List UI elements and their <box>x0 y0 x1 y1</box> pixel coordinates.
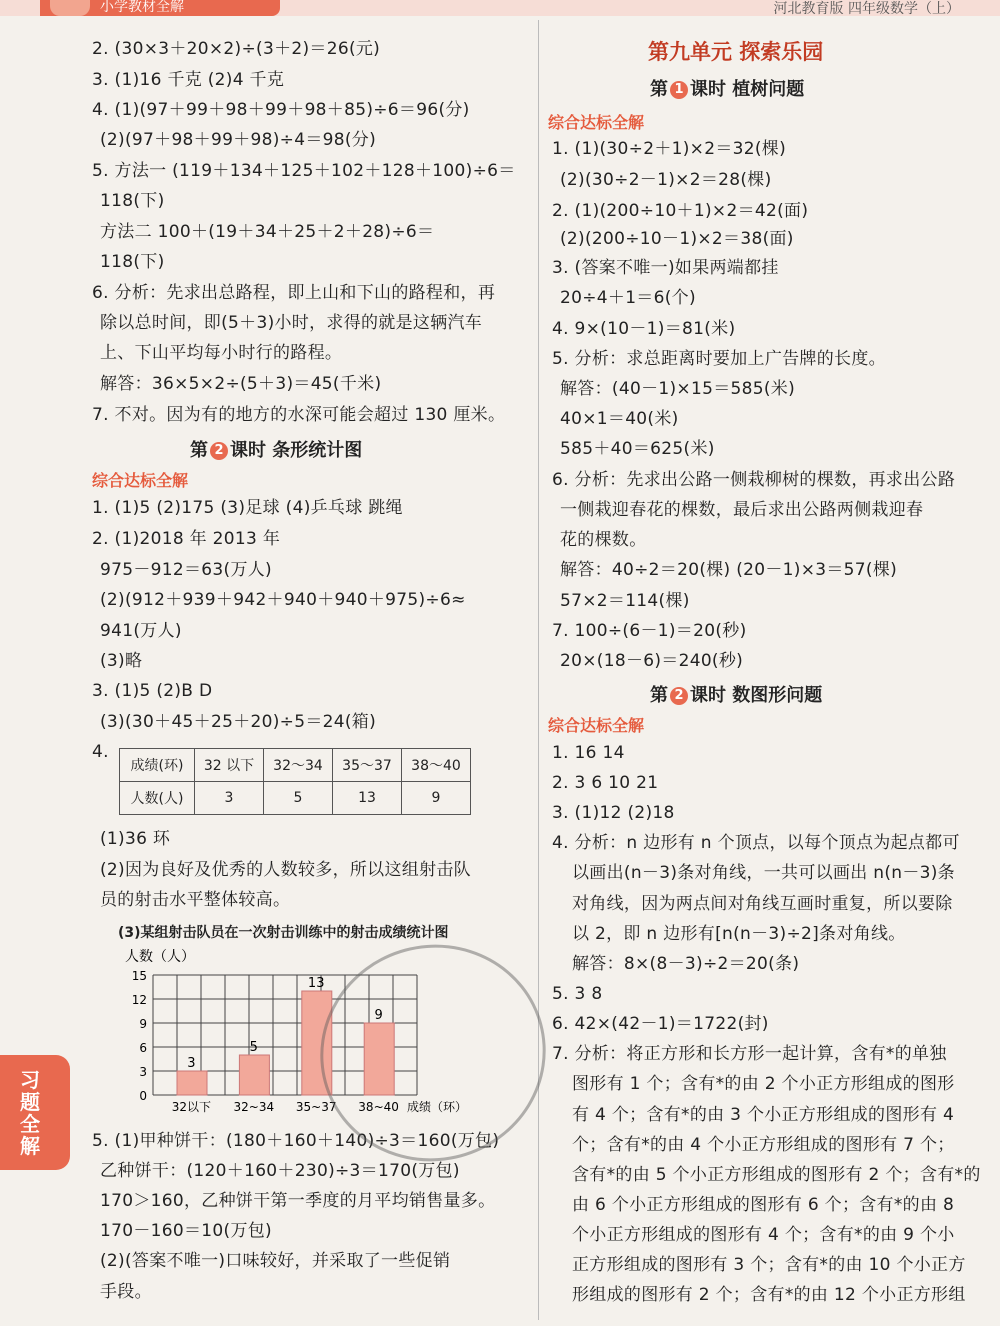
answer-line: 118(下) <box>100 252 165 272</box>
answer-line: 2. (30×3＋20×2)÷(3＋2)＝26(元) <box>92 39 381 59</box>
lesson-heading <box>190 436 362 462</box>
table-header-cell: 32 以下 <box>195 749 264 782</box>
table-cell: 3 <box>195 782 264 815</box>
answer-line: (2)(答案不唯一)口味较好，并采取了一些促销 <box>100 1251 451 1271</box>
table-row <box>120 782 471 815</box>
answer-line: 图形有 1 个；含有*的由 2 个小正方形组成的图形 <box>572 1074 955 1094</box>
answer-line: 正方形组成的图形有 3 个；含有*的由 10 个小正方 <box>572 1255 966 1275</box>
lesson-heading <box>650 681 822 707</box>
answer-line: 3. (答案不唯一)如果两端都挂 <box>552 258 779 278</box>
answer-line: 形组成的图形有 2 个；含有*的由 12 个小正方形组 <box>572 1285 966 1305</box>
lesson-title: 课时 数图形问题 <box>690 685 823 706</box>
answer-line: 3. (1)16 千克 (2)4 千克 <box>92 70 285 90</box>
answer-line: 3. (1)12 (2)18 <box>552 803 675 823</box>
bar <box>177 1071 207 1095</box>
x-axis-label: 成绩（环） <box>407 1100 468 1114</box>
answer-line: 除以总时间，即(5＋3)小时，求得的就是这辆汽车 <box>100 313 483 333</box>
answer-line: 5. 3 8 <box>552 984 603 1004</box>
answer-line: 20÷4＋1＝6(个) <box>560 288 696 308</box>
answer-line: 6. 42×(42－1)＝1722(封) <box>552 1014 769 1034</box>
mascot-icon <box>50 0 90 16</box>
section-heading: 综合达标全解 <box>548 113 645 132</box>
answer-line: 3. (1)5 (2)B D <box>92 681 213 701</box>
answer-line: (2)(97＋98＋99＋98)÷4＝98(分) <box>100 130 377 150</box>
table-cell: 13 <box>333 782 402 815</box>
data-label: 13 <box>307 976 325 991</box>
x-tick-label: 38~40 <box>358 1100 399 1114</box>
answer-line: 4. 9×(10－1)＝81(米) <box>552 319 736 339</box>
answer-line: 乙种饼干：(120＋160＋230)÷3＝170(万包) <box>100 1161 460 1181</box>
answer-line: 6. 分析：先求出公路一侧栽柳树的棵数，再求出公路 <box>552 470 956 490</box>
table-header-cell: 32～34 <box>264 749 333 782</box>
answer-line: 57×2＝114(棵) <box>560 591 690 611</box>
answer-line: 以画出(n－3)条对角线，一共可以画出 n(n－3)条 <box>572 863 955 883</box>
answer-line: 20×(18－6)＝240(秒) <box>560 651 744 671</box>
unit-title: 第九单元 探索乐园 <box>648 40 824 64</box>
lesson-title: 课时 植树问题 <box>690 79 805 100</box>
x-tick-label: 35~37 <box>295 1100 337 1114</box>
column-divider <box>538 20 539 1320</box>
lesson-prefix: 第 <box>650 79 668 100</box>
answer-line: 解答：(40－1)×15＝585(米) <box>560 379 796 399</box>
answer-line: (3)(30＋45＋25＋20)÷5＝24(箱) <box>100 712 377 732</box>
lesson-number-badge: 2 <box>670 687 688 705</box>
answer-line: 4. 分析：n 边形有 n 个顶点，以每个顶点为起点都可 <box>552 833 960 853</box>
answer-line: 方法二 100＋(19＋34＋25＋2＋28)÷6＝ <box>100 222 435 242</box>
bar <box>239 1055 269 1095</box>
answer-line: (2)因为良好及优秀的人数较多，所以这组射击队 <box>100 860 471 880</box>
x-tick-label: 32以下 <box>171 1100 212 1114</box>
brand-banner <box>40 0 280 16</box>
answer-line: (1)36 环 <box>100 829 171 849</box>
answer-line: (2)(200÷10－1)×2＝38(面) <box>560 229 794 249</box>
answer-line: 1. 16 14 <box>552 743 625 763</box>
answer-line: (2)(30÷2－1)×2＝28(棵) <box>560 170 772 190</box>
answer-line: 170＞160，乙种饼干第一季度的月平均销售量多。 <box>100 1191 496 1211</box>
lesson-number-badge: 1 <box>670 81 688 99</box>
answer-line: 花的棵数。 <box>560 530 647 550</box>
answer-line: 4. (1)(97＋99＋98＋99＋98＋85)÷6＝96(分) <box>92 100 470 120</box>
brand-title: 小学教材全解 <box>100 0 184 15</box>
answer-line: 有 4 个；含有*的由 3 个小正方形组成的图形有 4 <box>572 1105 955 1125</box>
answer-line: 个小正方形组成的图形有 4 个；含有*的由 9 个小 <box>572 1225 955 1245</box>
section-heading: 综合达标全解 <box>92 471 189 490</box>
table-cell: 人数(人) <box>120 782 195 815</box>
answer-line: 解答：36×5×2÷(5＋3)＝45(千米) <box>100 374 382 394</box>
lesson-heading <box>650 75 804 101</box>
answer-line: 2. 3 6 10 21 <box>552 773 659 793</box>
data-label: 9 <box>374 1008 383 1023</box>
data-label: 5 <box>249 1040 258 1055</box>
lesson-title: 课时 条形统计图 <box>230 440 363 461</box>
answer-line: 7. 100÷(6－1)＝20(秒) <box>552 621 747 641</box>
answer-line: 个；含有*的由 4 个小正方形组成的图形有 7 个； <box>572 1135 955 1155</box>
y-tick-label: 6 <box>139 1041 147 1055</box>
answer-line: 对角线，因为两点间对角线互画时重复，所以要除 <box>572 894 953 914</box>
answer-line: 含有*的由 5 个小正方形组成的图形有 2 个；含有*的 <box>572 1165 981 1185</box>
answer-line: 5. 分析：求总距离时要加上广告牌的长度。 <box>552 349 886 369</box>
answer-line: 2. (1)(200÷10＋1)×2＝42(面) <box>552 201 809 221</box>
answer-line: 2. (1)2018 年 2013 年 <box>92 529 281 549</box>
answer-line: 118(下) <box>100 191 165 211</box>
answer-line: 5. 方法一 (119＋134＋125＋102＋128＋100)÷6＝ <box>92 161 516 181</box>
table-header-cell: 38～40 <box>402 749 471 782</box>
answer-line: 5. (1)甲种饼干：(180＋160＋140)÷3＝160(万包) <box>92 1131 500 1151</box>
answer-line: 1. (1)5 (2)175 (3)足球 (4)乒乓球 跳绳 <box>92 498 403 518</box>
x-tick-label: 32~34 <box>233 1100 275 1114</box>
answer-line: 585＋40＝625(米) <box>560 439 715 459</box>
table-row <box>120 749 471 782</box>
answer-line: 1. (1)(30÷2＋1)×2＝32(棵) <box>552 139 787 159</box>
table-cell: 9 <box>402 782 471 815</box>
y-tick-label: 0 <box>139 1089 147 1103</box>
side-tab <box>0 1055 70 1170</box>
answer-line: 以 2，即 n 边形有[n(n－3)÷2]条对角线。 <box>572 924 906 944</box>
answer-line: 手段。 <box>100 1282 152 1302</box>
data-label: 3 <box>187 1056 196 1071</box>
lesson-number-badge: 2 <box>210 442 228 460</box>
answer-line: 6. 分析：先求出总路程，即上山和下山的路程和，再 <box>92 283 496 303</box>
answer-line: 一侧栽迎春花的棵数，最后求出公路两侧栽迎春 <box>560 500 924 520</box>
answer-line: 上、下山平均每小时行的路程。 <box>100 343 343 363</box>
y-tick-label: 12 <box>131 993 147 1007</box>
answer-line: (3)略 <box>100 651 143 671</box>
answer-line: 7. 分析：将正方形和长方形一起计算，含有*的单独 <box>552 1044 947 1064</box>
edition-label: 河北教育版 四年级数学（上） <box>773 1 960 17</box>
side-tab-label: 习题全解 <box>20 1068 40 1158</box>
y-tick-label: 9 <box>139 1017 147 1031</box>
y-tick-label: 15 <box>131 969 147 983</box>
answer-line: 员的射击水平整体较高。 <box>100 890 291 910</box>
answer-line: 40×1＝40(米) <box>560 409 679 429</box>
answer-line: 解答：8×(8－3)÷2＝20(条) <box>572 954 800 974</box>
chart-title: (3)某组射击队员在一次射击训练中的射击成绩统计图 <box>118 925 449 941</box>
answer-line: 975－912＝63(万人) <box>100 560 272 580</box>
answer-line: 7. 不对。因为有的地方的水深可能会超过 130 厘米。 <box>92 405 506 425</box>
answer-line: 由 6 个小正方形组成的图形有 6 个；含有*的由 8 <box>572 1195 955 1215</box>
y-tick-label: 3 <box>139 1065 147 1079</box>
answer-line: 170－160＝10(万包) <box>100 1221 272 1241</box>
answer-line: 941(万人) <box>100 621 182 641</box>
table-cell: 5 <box>264 782 333 815</box>
table-header-cell: 35～37 <box>333 749 402 782</box>
y-axis-label: 人数（人） <box>125 949 195 965</box>
table-header-cell: 成绩(环) <box>120 749 195 782</box>
answer-line: 4. <box>92 742 109 762</box>
top-banner <box>0 0 1000 16</box>
section-heading: 综合达标全解 <box>548 716 645 735</box>
lesson-prefix: 第 <box>190 440 208 461</box>
answer-line: 解答：40÷2＝20(棵) (20－1)×3＝57(棵) <box>560 560 898 580</box>
score-table <box>119 748 471 815</box>
answer-line: (2)(912＋939＋942＋940＋940＋975)÷6≈ <box>100 590 466 610</box>
lesson-prefix: 第 <box>650 685 668 706</box>
